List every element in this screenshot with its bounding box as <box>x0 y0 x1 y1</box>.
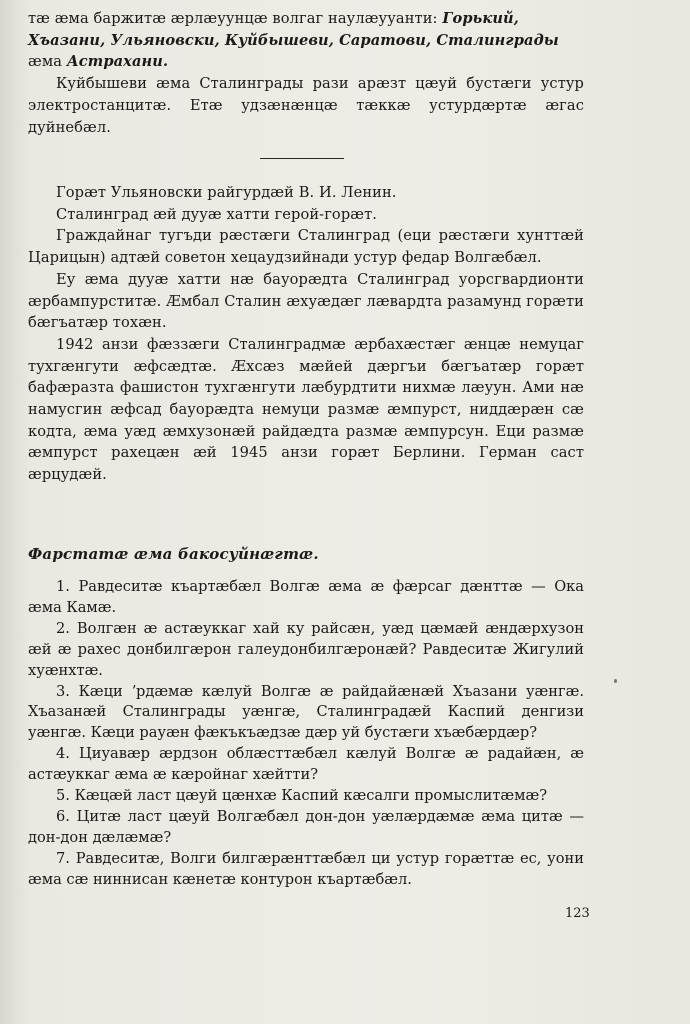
city-gorky: Горький, <box>442 10 519 27</box>
paragraph-1942: 1942 анзи фæззæги Сталинградмæ æрбахæстæг æнцæ немуцаг тухгæнгути æфсæдтæ. Æхсæз мæйей дæргъи бæгъатæр горæт бафæразта фашистон тухгæнгути лæбурдтити нихмæ лæуун. Ами нæ намусгин æфсад бауорæдта немуци размæ æмпурст, ниддæрæн сæ кодта, æма уæд æмхузонæй райдæдта размæ æмпурсун. Еци размæ æмпурст рахецæн æй 1945 анзи горæт Берлини. Герман саст æрцудæй. <box>28 335 584 484</box>
paragraph-power-stations: Куйбышеви æма Сталинграды рази арæзт цæуй бустæги устур электростанцитæ. Етæ удзæнæнцæ тæккæ устурдæртæ æгас дуйнебæл. <box>28 75 584 136</box>
questions-list <box>28 577 584 891</box>
text-block-history <box>28 182 584 486</box>
paragraph-rivers <box>28 8 584 73</box>
text-block-top <box>28 8 584 138</box>
paragraph-ulyanovsk: Горæт Ульяновски райгурдæй В. И. Ленин. <box>56 184 397 201</box>
civil-war-text: Граждайнаг тугъди рæстæги Сталинград (еци рæстæги хунттæй Царицын) адтæй советон хецаудзийнади устур федар <box>28 227 584 267</box>
question-item: 1. Равдеситæ къартæбæл Волгæ æма æ фæрсаг дæнттæ — Ока æма Камæ. <box>28 578 584 616</box>
civil-war-volga: Волгæбæл. <box>454 249 542 267</box>
print-speck <box>614 679 617 683</box>
question-item: 7. Равдеситæ, Волги билгæрæнттæбæл ци устур горæттæ ес, уони æма сæ ниннисан кæнетæ контурон къартæбæл. <box>28 849 584 888</box>
paragraph-hero-city: Сталинград æй дууæ хатти герой-горæт. <box>56 205 377 223</box>
city-astrakhan: Астрахани. <box>66 53 169 71</box>
question-item: 5. Кæцæй ласт цæуй цæнхæ Каспий кæсалги промыслитæмæ? <box>56 787 548 805</box>
rivers-line-1: тæ æма баржитæ æрлæуунцæ волгаг наулæууанти: <box>28 10 443 27</box>
paragraph-civil-war <box>28 225 584 268</box>
page-number: 123 <box>565 906 590 921</box>
paragraph-defence: Еу æма дууæ хатти нæ бауорæдта Сталинград уорсгвардионти æрбампурститæ. Æмбал Сталин æхуæдæг лæвардта разамунд горæти бæгъатæр тохæн. <box>28 270 584 332</box>
section-divider <box>260 158 344 159</box>
question-item: 4. Циуавæр æрдзон облæсттæбæл кæлуй Волгæ æ радайæн, æ астæуккаг æма æ кæройнаг хæйтти? <box>28 745 584 784</box>
questions-heading: Фарстатæ æма бакосуйнæгтæ. <box>28 545 319 563</box>
question-item: 2. Волгæн æ астæуккаг хай ку райсæн, уæд цæмæй æндæрхузон æй æ рахес донбилгæрон галеудонбилгæронæй? Равдеситæ Жигулий хуæнхтæ. <box>28 619 584 679</box>
question-item: 6. Цитæ ласт цæуй Волгæбæл дон-дон уæлæрдæмæ æма цитæ — дон-дон дæлæмæ? <box>28 807 584 846</box>
question-item: 3. Кæци ʼрдæмæ кæлуй Волгæ æ райдайæнæй Хъазани уæнгæ. Хъазанæй Сталинграды уæнгæ, Сталинградæй Каспий денгизи уæнгæ. Кæци рауæн фæкъкъæдзæ дæр уй бустæги хъæбæрдæр? <box>28 682 584 742</box>
city-list: Хъазани, Ульяновски, Куйбышеви, Саратови, Сталинграды <box>28 31 559 49</box>
rivers-line-3: æма <box>28 53 67 71</box>
